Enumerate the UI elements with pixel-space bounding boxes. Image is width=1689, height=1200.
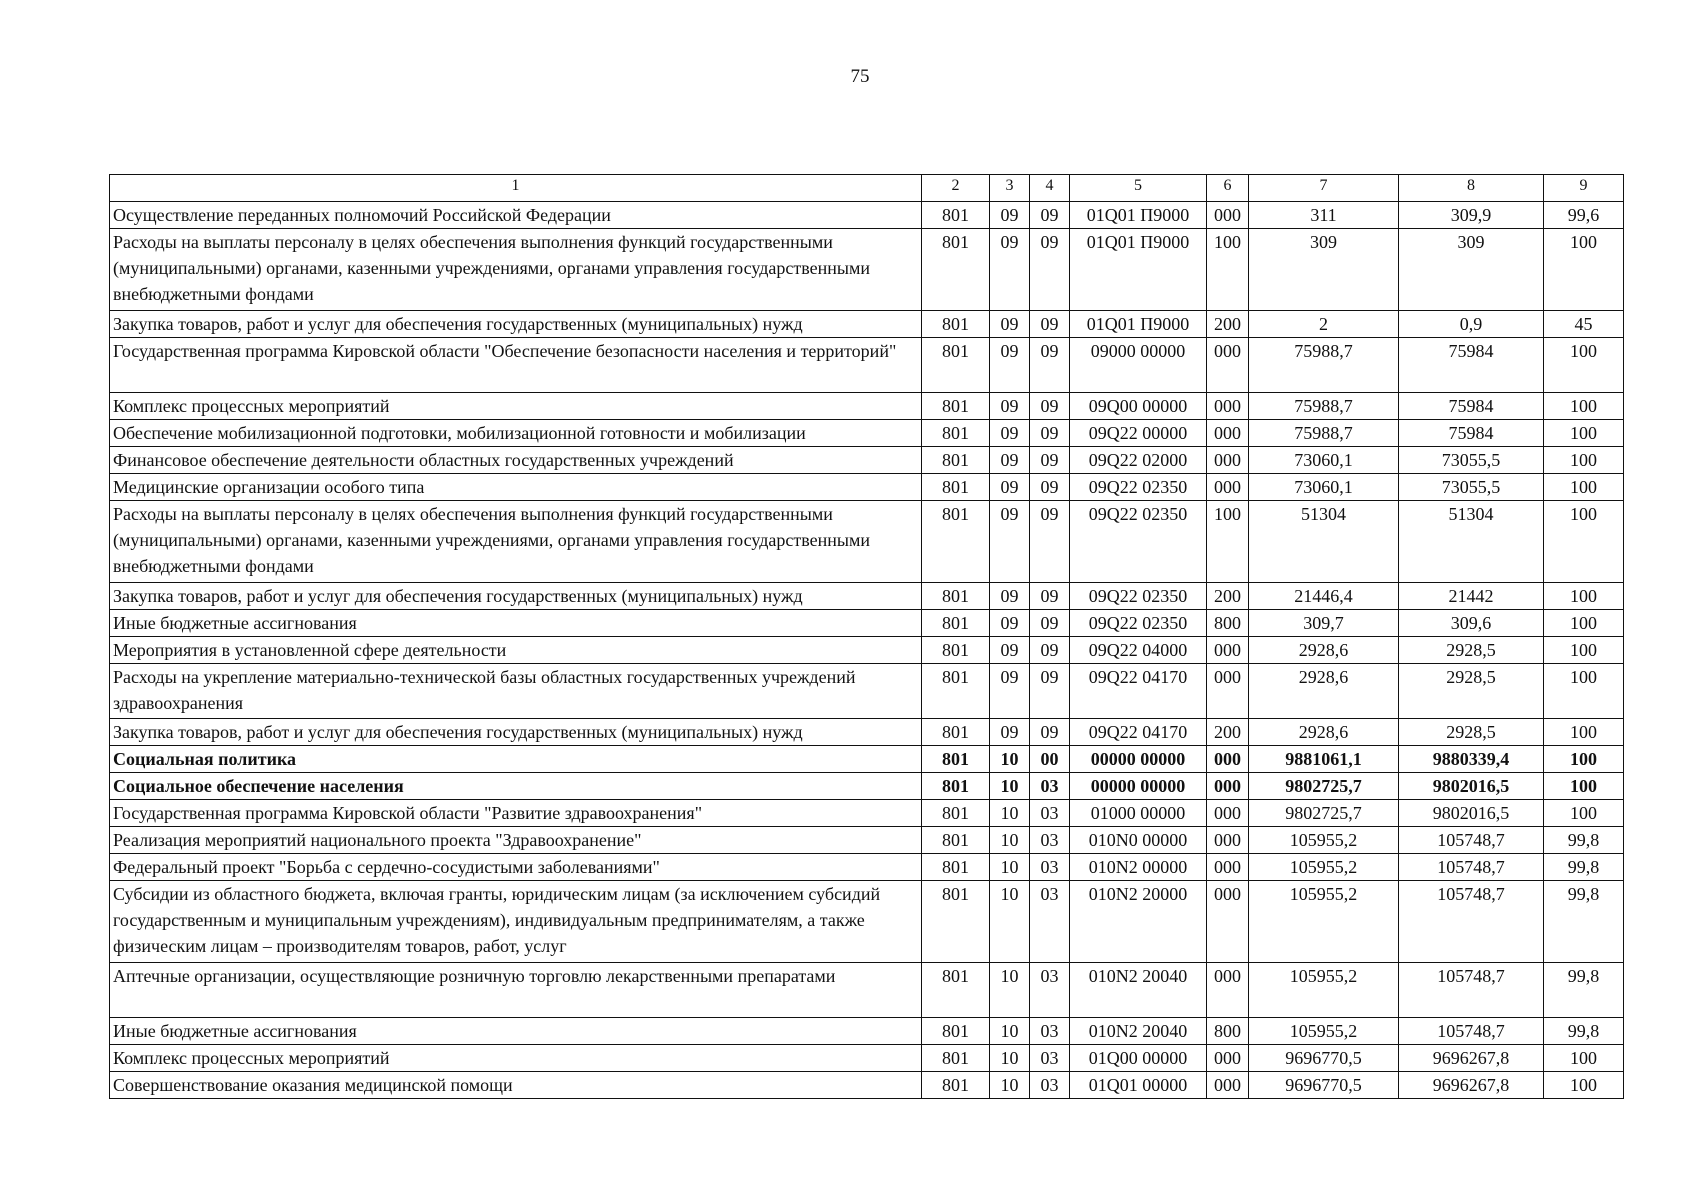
cell-col7: 73060,1 — [1249, 447, 1399, 474]
cell-col6: 000 — [1207, 746, 1249, 773]
cell-col7: 105955,2 — [1249, 963, 1399, 1018]
cell-col6: 000 — [1207, 637, 1249, 664]
cell-name: Комплекс процессных мероприятий — [110, 393, 922, 420]
table-row — [110, 719, 1624, 746]
cell-col9: 100 — [1544, 746, 1624, 773]
cell-col2: 801 — [922, 637, 990, 664]
col-header-9: 9 — [1544, 175, 1624, 202]
cell-col3: 10 — [990, 800, 1030, 827]
cell-col8: 105748,7 — [1399, 854, 1544, 881]
cell-col3: 09 — [990, 338, 1030, 393]
cell-name: Обеспечение мобилизационной подготовки, мобилизационной готовности и мобилизации — [110, 420, 922, 447]
cell-col9: 100 — [1544, 447, 1624, 474]
cell-col5: 01Q01 П9000 — [1070, 229, 1207, 311]
cell-col6: 000 — [1207, 393, 1249, 420]
cell-col2: 801 — [922, 1072, 990, 1099]
cell-col8: 105748,7 — [1399, 963, 1544, 1018]
cell-name: Расходы на укрепление материально-технической базы областных государственных учреждений здравоохранения — [110, 664, 922, 719]
cell-col2: 801 — [922, 746, 990, 773]
cell-col7: 9802725,7 — [1249, 800, 1399, 827]
table-row — [110, 474, 1624, 501]
cell-col2: 801 — [922, 719, 990, 746]
cell-col3: 10 — [990, 963, 1030, 1018]
cell-col7: 9802725,7 — [1249, 773, 1399, 800]
cell-col3: 10 — [990, 827, 1030, 854]
cell-name: Иные бюджетные ассигнования — [110, 1018, 922, 1045]
cell-col5: 01000 00000 — [1070, 800, 1207, 827]
cell-col9: 100 — [1544, 420, 1624, 447]
cell-col4: 09 — [1030, 501, 1070, 583]
cell-col7: 51304 — [1249, 501, 1399, 583]
cell-col2: 801 — [922, 827, 990, 854]
cell-name: Медицинские организации особого типа — [110, 474, 922, 501]
cell-col7: 2928,6 — [1249, 719, 1399, 746]
col-header-2: 2 — [922, 175, 990, 202]
cell-col9: 100 — [1544, 664, 1624, 719]
cell-col2: 801 — [922, 447, 990, 474]
cell-col6: 000 — [1207, 963, 1249, 1018]
cell-col3: 09 — [990, 311, 1030, 338]
cell-col5: 09Q22 04170 — [1070, 719, 1207, 746]
cell-col3: 09 — [990, 447, 1030, 474]
cell-col4: 09 — [1030, 393, 1070, 420]
cell-col4: 09 — [1030, 338, 1070, 393]
cell-col6: 800 — [1207, 610, 1249, 637]
col-header-1: 1 — [110, 175, 922, 202]
cell-col2: 801 — [922, 338, 990, 393]
cell-name: Иные бюджетные ассигнования — [110, 610, 922, 637]
cell-col7: 21446,4 — [1249, 583, 1399, 610]
table-row — [110, 583, 1624, 610]
cell-col6: 000 — [1207, 664, 1249, 719]
col-header-5: 5 — [1070, 175, 1207, 202]
cell-col3: 10 — [990, 1045, 1030, 1072]
cell-col6: 000 — [1207, 447, 1249, 474]
cell-col7: 2 — [1249, 311, 1399, 338]
cell-col4: 03 — [1030, 1045, 1070, 1072]
cell-name: Закупка товаров, работ и услуг для обеспечения государственных (муниципальных) нужд — [110, 583, 922, 610]
cell-col6: 000 — [1207, 800, 1249, 827]
cell-col5: 010N2 00000 — [1070, 854, 1207, 881]
cell-col9: 100 — [1544, 1045, 1624, 1072]
cell-name: Закупка товаров, работ и услуг для обеспечения государственных (муниципальных) нужд — [110, 719, 922, 746]
cell-col8: 2928,5 — [1399, 637, 1544, 664]
table-row — [110, 854, 1624, 881]
cell-col6: 800 — [1207, 1018, 1249, 1045]
cell-col9: 99,8 — [1544, 963, 1624, 1018]
cell-col7: 309 — [1249, 229, 1399, 311]
cell-col8: 105748,7 — [1399, 881, 1544, 963]
table-row — [110, 393, 1624, 420]
table-row — [110, 963, 1624, 1018]
cell-col6: 100 — [1207, 229, 1249, 311]
cell-col9: 100 — [1544, 583, 1624, 610]
cell-col3: 10 — [990, 746, 1030, 773]
cell-col2: 801 — [922, 800, 990, 827]
cell-col5: 010N2 20040 — [1070, 963, 1207, 1018]
cell-col2: 801 — [922, 664, 990, 719]
cell-name: Государственная программа Кировской области "Обеспечение безопасности населения и территорий" — [110, 338, 922, 393]
cell-col9: 100 — [1544, 474, 1624, 501]
cell-col9: 99,8 — [1544, 854, 1624, 881]
cell-col4: 03 — [1030, 881, 1070, 963]
cell-col2: 801 — [922, 881, 990, 963]
cell-col4: 09 — [1030, 229, 1070, 311]
table-row — [110, 229, 1624, 311]
cell-col4: 09 — [1030, 420, 1070, 447]
cell-col4: 03 — [1030, 963, 1070, 1018]
cell-name: Федеральный проект "Борьба с сердечно-сосудистыми заболеваниями" — [110, 854, 922, 881]
cell-col3: 10 — [990, 1018, 1030, 1045]
cell-col4: 09 — [1030, 447, 1070, 474]
cell-col3: 09 — [990, 610, 1030, 637]
cell-col3: 09 — [990, 583, 1030, 610]
cell-col8: 309,6 — [1399, 610, 1544, 637]
cell-col5: 09Q22 04000 — [1070, 637, 1207, 664]
cell-col3: 09 — [990, 637, 1030, 664]
table-row — [110, 610, 1624, 637]
budget-table-container — [109, 174, 1623, 1099]
cell-col4: 03 — [1030, 1018, 1070, 1045]
cell-col5: 01Q01 П9000 — [1070, 202, 1207, 229]
table-row — [110, 447, 1624, 474]
cell-col6: 200 — [1207, 583, 1249, 610]
cell-col2: 801 — [922, 420, 990, 447]
cell-name: Мероприятия в установленной сфере деятельности — [110, 637, 922, 664]
cell-col4: 09 — [1030, 637, 1070, 664]
table-row — [110, 311, 1624, 338]
cell-col4: 09 — [1030, 610, 1070, 637]
cell-col3: 10 — [990, 854, 1030, 881]
cell-col8: 75984 — [1399, 420, 1544, 447]
cell-name: Комплекс процессных мероприятий — [110, 1045, 922, 1072]
page-number: 75 — [850, 66, 870, 87]
cell-name: Расходы на выплаты персоналу в целях обеспечения выполнения функций государственными (муниципальными) органами, казенными учреждениями, органами управления государственными внебюджетными фондами — [110, 501, 922, 583]
cell-name: Социальная политика — [110, 746, 922, 773]
cell-col8: 51304 — [1399, 501, 1544, 583]
cell-col6: 000 — [1207, 827, 1249, 854]
cell-col7: 9696770,5 — [1249, 1072, 1399, 1099]
cell-col2: 801 — [922, 202, 990, 229]
cell-col6: 000 — [1207, 202, 1249, 229]
cell-col6: 000 — [1207, 881, 1249, 963]
cell-col6: 000 — [1207, 474, 1249, 501]
cell-col2: 801 — [922, 583, 990, 610]
cell-col2: 801 — [922, 229, 990, 311]
cell-col8: 75984 — [1399, 393, 1544, 420]
cell-col4: 03 — [1030, 800, 1070, 827]
table-row — [110, 202, 1624, 229]
header-row — [110, 175, 1624, 202]
cell-name: Совершенствование оказания медицинской помощи — [110, 1072, 922, 1099]
cell-col7: 73060,1 — [1249, 474, 1399, 501]
cell-col8: 21442 — [1399, 583, 1544, 610]
cell-col5: 09Q22 04170 — [1070, 664, 1207, 719]
cell-col5: 09Q00 00000 — [1070, 393, 1207, 420]
cell-col5: 010N2 20040 — [1070, 1018, 1207, 1045]
cell-col4: 09 — [1030, 311, 1070, 338]
cell-col5: 01Q01 П9000 — [1070, 311, 1207, 338]
cell-col2: 801 — [922, 1045, 990, 1072]
cell-col2: 801 — [922, 501, 990, 583]
cell-col7: 9696770,5 — [1249, 1045, 1399, 1072]
cell-col7: 9881061,1 — [1249, 746, 1399, 773]
cell-col3: 09 — [990, 420, 1030, 447]
cell-col7: 311 — [1249, 202, 1399, 229]
cell-col5: 010N2 20000 — [1070, 881, 1207, 963]
cell-col7: 2928,6 — [1249, 664, 1399, 719]
cell-name: Расходы на выплаты персоналу в целях обеспечения выполнения функций государственными (муниципальными) органами, казенными учреждениями, органами управления государственными внебюджетными фондами — [110, 229, 922, 311]
cell-col3: 09 — [990, 719, 1030, 746]
cell-col7: 105955,2 — [1249, 854, 1399, 881]
table-row — [110, 637, 1624, 664]
cell-col2: 801 — [922, 773, 990, 800]
cell-col2: 801 — [922, 1018, 990, 1045]
cell-col9: 100 — [1544, 338, 1624, 393]
col-header-6: 6 — [1207, 175, 1249, 202]
col-header-7: 7 — [1249, 175, 1399, 202]
col-header-8: 8 — [1399, 175, 1544, 202]
cell-col2: 801 — [922, 474, 990, 501]
budget-table — [109, 174, 1624, 1099]
cell-col7: 309,7 — [1249, 610, 1399, 637]
cell-col9: 100 — [1544, 719, 1624, 746]
cell-col6: 100 — [1207, 501, 1249, 583]
cell-col3: 10 — [990, 881, 1030, 963]
cell-col2: 801 — [922, 963, 990, 1018]
cell-col5: 09Q22 02350 — [1070, 501, 1207, 583]
cell-name: Государственная программа Кировской области "Развитие здравоохранения" — [110, 800, 922, 827]
cell-col4: 09 — [1030, 202, 1070, 229]
cell-col4: 03 — [1030, 1072, 1070, 1099]
table-row — [110, 501, 1624, 583]
cell-col3: 10 — [990, 1072, 1030, 1099]
cell-col5: 01Q01 00000 — [1070, 1072, 1207, 1099]
cell-col5: 01Q00 00000 — [1070, 1045, 1207, 1072]
cell-col7: 75988,7 — [1249, 393, 1399, 420]
cell-col8: 2928,5 — [1399, 664, 1544, 719]
cell-col4: 03 — [1030, 854, 1070, 881]
cell-col7: 105955,2 — [1249, 881, 1399, 963]
table-row — [110, 1045, 1624, 1072]
table-row — [110, 664, 1624, 719]
cell-col8: 0,9 — [1399, 311, 1544, 338]
cell-col7: 75988,7 — [1249, 420, 1399, 447]
cell-col5: 09Q22 02350 — [1070, 583, 1207, 610]
cell-col6: 200 — [1207, 719, 1249, 746]
cell-col5: 00000 00000 — [1070, 746, 1207, 773]
table-row — [110, 338, 1624, 393]
cell-name: Аптечные организации, осуществляющие розничную торговлю лекарственными препаратами — [110, 963, 922, 1018]
cell-col3: 09 — [990, 664, 1030, 719]
cell-col7: 2928,6 — [1249, 637, 1399, 664]
cell-col8: 9880339,4 — [1399, 746, 1544, 773]
cell-name: Осуществление переданных полномочий Российской Федерации — [110, 202, 922, 229]
cell-col8: 309 — [1399, 229, 1544, 311]
cell-col5: 09Q22 00000 — [1070, 420, 1207, 447]
cell-col3: 09 — [990, 202, 1030, 229]
cell-col9: 45 — [1544, 311, 1624, 338]
cell-col4: 09 — [1030, 664, 1070, 719]
cell-col8: 73055,5 — [1399, 447, 1544, 474]
cell-col5: 09Q22 02350 — [1070, 610, 1207, 637]
cell-col9: 100 — [1544, 637, 1624, 664]
table-row — [110, 827, 1624, 854]
table-row — [110, 746, 1624, 773]
cell-col4: 09 — [1030, 719, 1070, 746]
table-row — [110, 800, 1624, 827]
cell-col6: 000 — [1207, 420, 1249, 447]
cell-col6: 000 — [1207, 1045, 1249, 1072]
cell-col5: 09Q22 02350 — [1070, 474, 1207, 501]
table-body — [110, 202, 1624, 1099]
cell-name: Закупка товаров, работ и услуг для обеспечения государственных (муниципальных) нужд — [110, 311, 922, 338]
cell-col5: 09Q22 02000 — [1070, 447, 1207, 474]
cell-col8: 9696267,8 — [1399, 1072, 1544, 1099]
cell-col2: 801 — [922, 393, 990, 420]
cell-col3: 09 — [990, 501, 1030, 583]
cell-col4: 03 — [1030, 827, 1070, 854]
cell-name: Социальное обеспечение населения — [110, 773, 922, 800]
col-header-3: 3 — [990, 175, 1030, 202]
cell-col6: 000 — [1207, 854, 1249, 881]
cell-name: Субсидии из областного бюджета, включая гранты, юридическим лицам (за исключением субсидий государственным и муниципальным учреждениям), индивидуальным предпринимателям, а также физическим лицам – производителям товаров, работ, услуг — [110, 881, 922, 963]
cell-col8: 75984 — [1399, 338, 1544, 393]
cell-col9: 100 — [1544, 610, 1624, 637]
cell-col9: 100 — [1544, 800, 1624, 827]
cell-col9: 100 — [1544, 773, 1624, 800]
cell-col9: 99,8 — [1544, 1018, 1624, 1045]
cell-col7: 105955,2 — [1249, 1018, 1399, 1045]
cell-name: Финансовое обеспечение деятельности областных государственных учреждений — [110, 447, 922, 474]
cell-col4: 00 — [1030, 746, 1070, 773]
cell-col6: 200 — [1207, 311, 1249, 338]
cell-col9: 100 — [1544, 393, 1624, 420]
cell-col8: 105748,7 — [1399, 1018, 1544, 1045]
table-row — [110, 1072, 1624, 1099]
cell-col5: 010N0 00000 — [1070, 827, 1207, 854]
cell-col2: 801 — [922, 854, 990, 881]
cell-col8: 9696267,8 — [1399, 1045, 1544, 1072]
cell-name: Реализация мероприятий национального проекта "Здравоохранение" — [110, 827, 922, 854]
cell-col9: 100 — [1544, 229, 1624, 311]
table-row — [110, 881, 1624, 963]
cell-col5: 09000 00000 — [1070, 338, 1207, 393]
cell-col8: 309,9 — [1399, 202, 1544, 229]
cell-col9: 99,8 — [1544, 881, 1624, 963]
cell-col3: 09 — [990, 474, 1030, 501]
cell-col7: 105955,2 — [1249, 827, 1399, 854]
cell-col2: 801 — [922, 311, 990, 338]
cell-col6: 000 — [1207, 1072, 1249, 1099]
table-row — [110, 1018, 1624, 1045]
cell-col9: 100 — [1544, 501, 1624, 583]
cell-col6: 000 — [1207, 338, 1249, 393]
cell-col4: 09 — [1030, 474, 1070, 501]
cell-col9: 100 — [1544, 1072, 1624, 1099]
table-row — [110, 420, 1624, 447]
cell-col9: 99,8 — [1544, 827, 1624, 854]
cell-col5: 00000 00000 — [1070, 773, 1207, 800]
cell-col8: 9802016,5 — [1399, 773, 1544, 800]
cell-col6: 000 — [1207, 773, 1249, 800]
cell-col4: 03 — [1030, 773, 1070, 800]
cell-col3: 09 — [990, 393, 1030, 420]
cell-col2: 801 — [922, 610, 990, 637]
table-row — [110, 773, 1624, 800]
cell-col3: 09 — [990, 229, 1030, 311]
cell-col8: 73055,5 — [1399, 474, 1544, 501]
col-header-4: 4 — [1030, 175, 1070, 202]
cell-col7: 75988,7 — [1249, 338, 1399, 393]
cell-col3: 10 — [990, 773, 1030, 800]
cell-col4: 09 — [1030, 583, 1070, 610]
cell-col8: 105748,7 — [1399, 827, 1544, 854]
cell-col8: 2928,5 — [1399, 719, 1544, 746]
cell-col8: 9802016,5 — [1399, 800, 1544, 827]
cell-col9: 99,6 — [1544, 202, 1624, 229]
